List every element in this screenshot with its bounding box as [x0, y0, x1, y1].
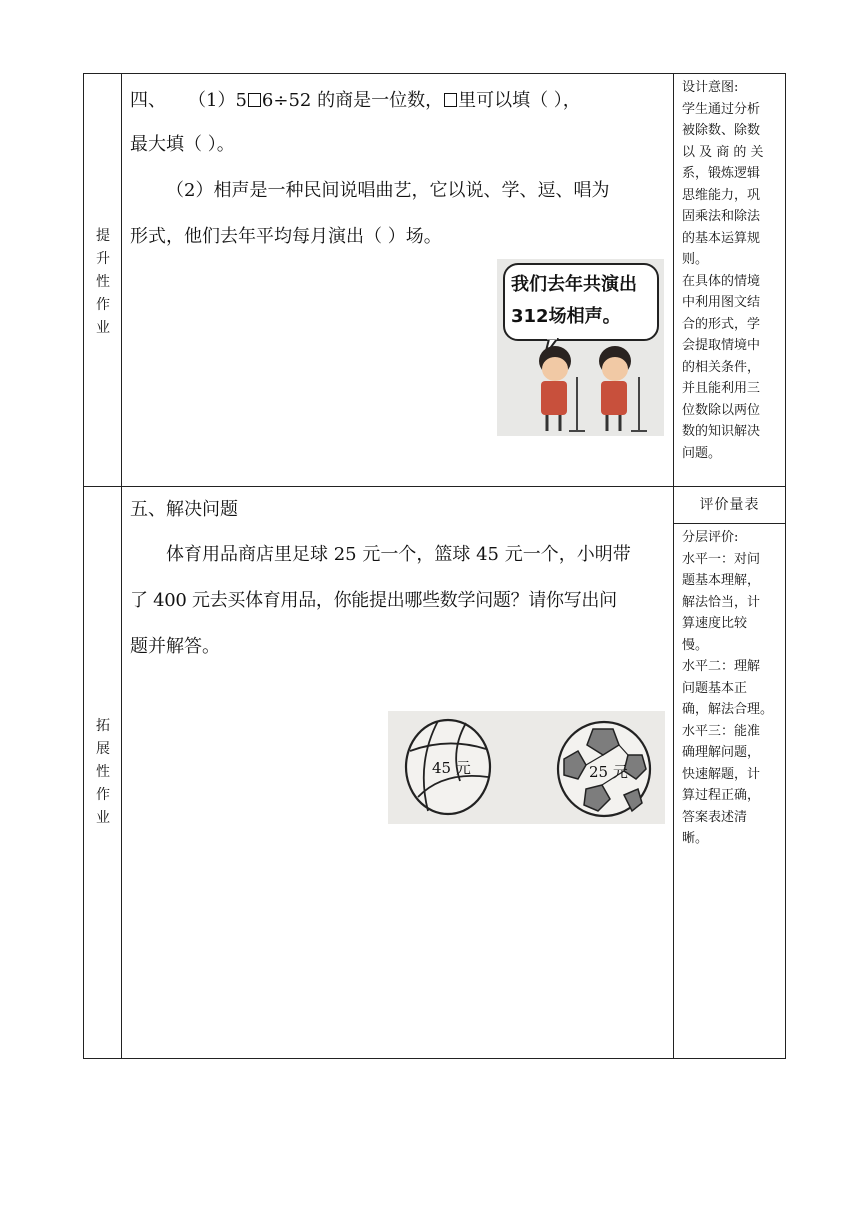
note-line: 分层评价: [682, 530, 739, 545]
note-line: 水平三：能准 [682, 723, 761, 739]
note-line: 设计意图: [682, 80, 739, 95]
question-4-part1: 四、 （1）5 6÷52 的商是一位数， 里可以填（ ）， [130, 90, 581, 111]
table-border-right [785, 73, 786, 1059]
category-char: 提 [96, 228, 110, 244]
balls-illustration [388, 711, 665, 824]
note-line: 水平二：理解 [682, 659, 761, 674]
question-5-line3: 题并解答。 [130, 636, 220, 657]
note-line: 被除数、除数 [682, 123, 761, 138]
note-line: 答案表述清 [682, 809, 748, 825]
question-5-line1: 体育用品商店里足球 25 元一个，篮球 45 元一个，小明带 [166, 544, 631, 565]
category-char: 作 [96, 787, 110, 803]
note-line: 在具体的情境 [682, 273, 761, 289]
note-line: 算过程正确， [682, 788, 761, 803]
note-line: 位数除以两位 [682, 402, 761, 418]
category-label-extension [84, 715, 122, 830]
category-label-improvement [84, 225, 122, 340]
note-line: 题基本理解， [682, 573, 761, 588]
table-border-left [83, 73, 84, 1059]
table-divider-category [121, 73, 122, 1059]
note-line: 以 及 商 的 关 [682, 144, 764, 160]
note-line: 解法恰当，计 [682, 594, 761, 610]
note-line: 学生通过分析 [682, 101, 761, 117]
category-char: 业 [96, 810, 110, 826]
note-line: 确，解法合理。 [682, 702, 774, 717]
note-line: 并且能利用三 [682, 381, 761, 396]
category-char: 性 [96, 274, 110, 290]
note-line: 中利用图文结 [682, 295, 761, 310]
note-line: 合的形式，学 [682, 316, 761, 332]
note-line: 的基本运算规 [682, 230, 761, 246]
evaluation-notes [682, 527, 784, 850]
question-4-heading: 四、 [130, 90, 166, 111]
note-line: 慢。 [682, 637, 709, 653]
blank-box-icon [444, 93, 457, 107]
note-line: 水平一：对问 [682, 551, 761, 567]
speech-bubble-line2: 312场相声。 [511, 306, 621, 327]
design-intent-notes [682, 77, 784, 464]
question-4-part2-line2: 形式，他们去年平均每月演出（ ）场。 [130, 226, 442, 247]
table-divider-notes [673, 73, 674, 1059]
question-4-part2-line1: （2）相声是一种民间说唱曲艺，它以说、学、逗、唱为 [166, 180, 610, 201]
note-line: 晰。 [682, 831, 709, 846]
crosstalk-illustration [497, 259, 664, 436]
question-4-part1-line2: 最大填（ ）。 [130, 134, 235, 155]
basketball-price-label: 45 元 [432, 759, 471, 777]
note-line: 确理解问题， [682, 745, 761, 760]
note-line: 则。 [682, 252, 709, 267]
note-line: 的相关条件， [682, 359, 761, 375]
speech-bubble-line1: 我们去年共演出 [511, 274, 637, 295]
note-line: 数的知识解决 [682, 424, 761, 439]
note-line: 系，锻炼逻辑 [682, 166, 761, 181]
category-char: 作 [96, 297, 110, 313]
table-border-top [83, 73, 786, 74]
soccer-ball-price-label: 25 元 [589, 763, 628, 781]
note-line: 思维能力，巩 [682, 187, 761, 203]
category-char: 性 [96, 764, 110, 780]
table-border-bottom [83, 1058, 786, 1059]
category-char: 拓 [96, 718, 110, 734]
eval-table-header: 评价量表 [699, 497, 760, 513]
note-line: 问题。 [682, 445, 722, 461]
category-char: 业 [96, 320, 110, 336]
note-line: 快速解题，计 [682, 766, 761, 782]
blank-box-icon [248, 93, 261, 107]
note-line: 算速度比较 [682, 616, 748, 631]
eval-header-divider [673, 523, 786, 524]
question-5-line2: 了 400 元去买体育用品，你能提出哪些数学问题？请你写出问 [130, 590, 617, 611]
category-char: 升 [96, 251, 110, 267]
note-line: 问题基本正 [682, 680, 748, 696]
note-line: 固乘法和除法 [682, 209, 761, 224]
note-line: 会提取情境中 [682, 338, 761, 353]
category-char: 展 [96, 741, 110, 757]
question-5-heading: 五、解决问题 [130, 499, 238, 520]
table-border-middle [83, 486, 786, 487]
